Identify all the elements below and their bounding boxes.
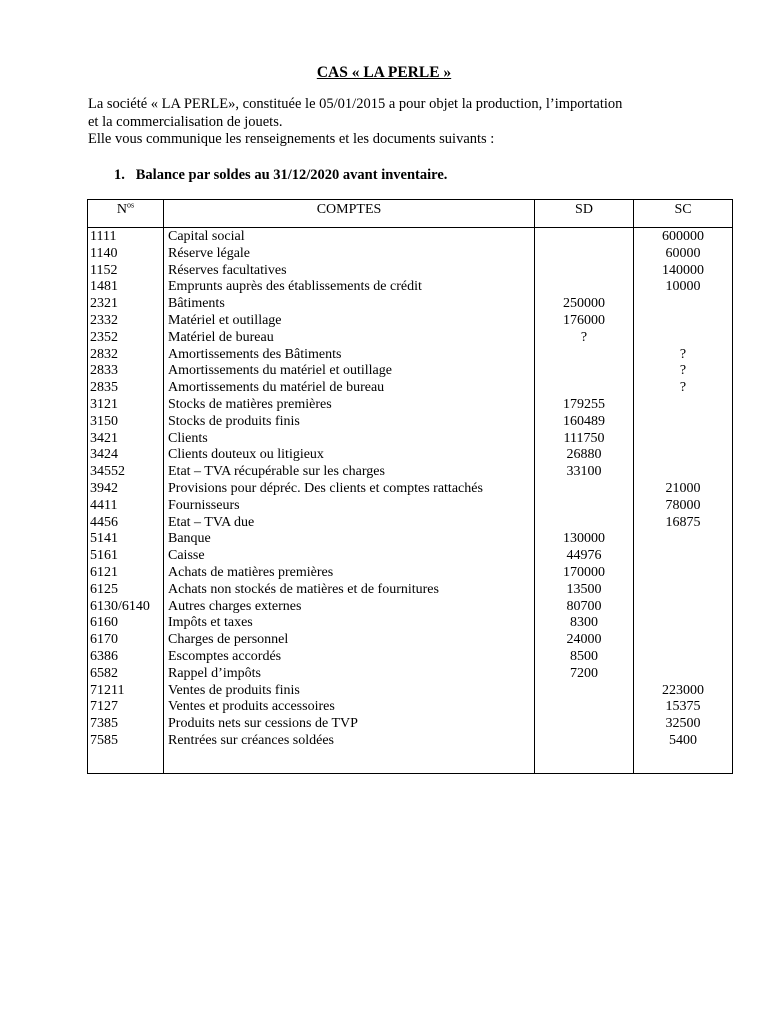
credit-balance xyxy=(634,632,732,649)
debit-balance: 33100 xyxy=(566,464,602,480)
debit-balance: 179255 xyxy=(563,396,605,412)
credit-balance: 223000 xyxy=(662,682,704,698)
account-name: Autres charges externes xyxy=(168,598,302,614)
credit-balance xyxy=(634,666,732,683)
credit-balance: 140000 xyxy=(662,262,704,278)
debit-balance xyxy=(535,481,633,498)
account-name: Etat – TVA récupérable sur les charges xyxy=(168,464,385,480)
header-comptes: COMPTES xyxy=(164,200,535,228)
account-name: Stocks de produits finis xyxy=(168,413,300,429)
account-name: Impôts et taxes xyxy=(168,615,253,631)
debit-balance: 44976 xyxy=(566,548,602,564)
credit-balance xyxy=(634,296,732,313)
credit-balance: 60000 xyxy=(665,245,701,261)
debit-balance xyxy=(535,229,633,246)
debit-balance: 7200 xyxy=(570,665,598,681)
section-title: Balance par soldes au 31/12/2020 avant inventaire. xyxy=(135,167,448,183)
account-name: Stocks de matières premières xyxy=(168,396,332,412)
account-number: 6121 xyxy=(90,564,118,580)
section-heading xyxy=(114,167,447,184)
account-number: 6582 xyxy=(90,665,118,681)
account-number: 1140 xyxy=(90,245,118,261)
account-number: 4411 xyxy=(90,497,118,513)
balance-table xyxy=(87,199,733,774)
account-name: Réserve légale xyxy=(168,245,251,261)
debit-balance: 111750 xyxy=(563,430,605,446)
account-name: Fournisseurs xyxy=(168,497,240,513)
debit-balance xyxy=(535,733,633,750)
debit-balance xyxy=(535,363,633,380)
account-name: Amortissements des Bâtiments xyxy=(168,346,342,362)
debit-balance xyxy=(535,498,633,515)
credit-balance xyxy=(634,565,732,582)
account-name: Réserves facultatives xyxy=(168,262,287,278)
credit-balance: 15375 xyxy=(665,699,701,715)
credit-balance xyxy=(634,649,732,666)
account-name: Rentrées sur créances soldées xyxy=(168,732,334,748)
account-number: 1481 xyxy=(90,279,118,295)
credit-balance: ? xyxy=(679,380,687,396)
account-number: 5161 xyxy=(90,548,118,564)
header-num-label: N xyxy=(116,202,127,217)
account-name: Escomptes accordés xyxy=(168,648,282,664)
account-number: 71211 xyxy=(90,682,125,698)
debit-balance: 80700 xyxy=(566,598,602,614)
debit-balance: 8500 xyxy=(570,648,598,664)
account-number: 3421 xyxy=(90,430,118,446)
account-name: Emprunts auprès des établissements de crédit xyxy=(168,279,422,295)
credit-balance xyxy=(634,464,732,481)
debit-balance: 13500 xyxy=(566,581,602,597)
credit-balance: ? xyxy=(679,363,687,379)
debit-balance xyxy=(535,279,633,296)
debit-balance xyxy=(535,515,633,532)
account-number: 4456 xyxy=(90,514,118,530)
debit-balance: 8300 xyxy=(570,615,598,631)
credit-balance xyxy=(634,447,732,464)
credit-balance xyxy=(634,615,732,632)
account-name: Produits nets sur cessions de TVP xyxy=(168,716,358,732)
account-name: Caisse xyxy=(168,548,205,564)
debit-balance xyxy=(535,699,633,716)
account-name: Provisions pour dépréc. Des clients et comptes rattachés xyxy=(168,480,483,496)
intro-line-1: La société « LA PERLE», constituée le 05/01/2015 a pour objet la production, l’importation xyxy=(88,96,623,112)
account-name: Etat – TVA due xyxy=(168,514,255,530)
debit-balance: 130000 xyxy=(563,531,605,547)
credit-balance xyxy=(634,313,732,330)
credit-balance: 78000 xyxy=(665,497,701,513)
credit-balance: 600000 xyxy=(662,229,704,244)
account-number: 1152 xyxy=(90,262,118,278)
credit-balance xyxy=(634,531,732,548)
account-number: 34552 xyxy=(90,464,125,480)
account-name: Ventes de produits finis xyxy=(168,682,300,698)
debit-balance: 24000 xyxy=(566,632,602,648)
account-number: 3424 xyxy=(90,447,118,463)
account-number: 2332 xyxy=(90,312,118,328)
account-name: Bâtiments xyxy=(168,296,225,312)
intro-line-3: Elle vous communique les renseignements et les documents suivants : xyxy=(88,131,495,147)
credit-balance xyxy=(634,431,732,448)
credit-balance: 32500 xyxy=(665,716,701,732)
account-name: Rappel d’impôts xyxy=(168,665,261,681)
debit-balance xyxy=(535,263,633,280)
account-name: Achats de matières premières xyxy=(168,564,334,580)
credit-balance xyxy=(634,397,732,414)
credit-balance xyxy=(634,548,732,565)
credit-balance: ? xyxy=(679,346,687,362)
account-number: 2833 xyxy=(90,363,118,379)
header-sd: SD xyxy=(535,200,634,228)
account-number: 2835 xyxy=(90,380,118,396)
account-number: 6170 xyxy=(90,632,118,648)
account-name: Clients xyxy=(168,430,208,446)
account-number: 7385 xyxy=(90,716,118,732)
debit-balance xyxy=(535,246,633,263)
credit-balance: 5400 xyxy=(669,732,697,748)
credit-balance: 10000 xyxy=(665,279,701,295)
account-name: Charges de personnel xyxy=(168,632,289,648)
debit-balance xyxy=(535,683,633,700)
debit-balance xyxy=(535,380,633,397)
account-number: 2321 xyxy=(90,296,118,312)
account-number: 5141 xyxy=(90,531,118,547)
credit-balance: 16875 xyxy=(665,514,701,530)
account-name: Achats non stockés de matières et de fournitures xyxy=(168,581,439,597)
debit-balance: 26880 xyxy=(566,447,602,463)
account-number: 6160 xyxy=(90,615,118,631)
credit-balance xyxy=(634,414,732,431)
credit-balance xyxy=(634,599,732,616)
document-title xyxy=(0,64,768,82)
debit-balance-column xyxy=(535,228,634,774)
account-number: 2352 xyxy=(90,329,118,345)
credit-balance xyxy=(634,330,732,347)
account-name: Banque xyxy=(168,531,211,547)
account-number: 3942 xyxy=(90,480,118,496)
account-name: Amortissements du matériel de bureau xyxy=(168,380,385,396)
debit-balance xyxy=(535,716,633,733)
table-body-row xyxy=(88,228,733,774)
account-name: Capital social xyxy=(168,229,245,244)
table-header-row xyxy=(88,200,733,228)
account-names-column xyxy=(164,228,535,774)
account-number: 1111 xyxy=(90,229,117,244)
credit-balance: 21000 xyxy=(665,480,701,496)
intro-paragraph xyxy=(88,96,688,149)
credit-balance xyxy=(634,582,732,599)
account-number: 7585 xyxy=(90,732,118,748)
account-number: 7127 xyxy=(90,699,118,715)
debit-balance: 250000 xyxy=(563,296,605,312)
account-name: Matériel et outillage xyxy=(168,312,282,328)
credit-balance-column xyxy=(634,228,733,774)
header-num-sup: os xyxy=(127,200,135,210)
intro-line-2: et la commercialisation de jouets. xyxy=(88,113,283,130)
account-number: 6386 xyxy=(90,648,118,664)
account-name: Ventes et produits accessoires xyxy=(168,699,335,715)
account-number: 6125 xyxy=(90,581,118,597)
debit-balance: ? xyxy=(580,329,588,345)
debit-balance: 176000 xyxy=(563,312,605,328)
account-numbers-column xyxy=(88,228,164,774)
debit-balance xyxy=(535,347,633,364)
account-number: 6130/6140 xyxy=(90,598,150,614)
account-name: Clients douteux ou litigieux xyxy=(168,447,324,463)
account-number: 3121 xyxy=(90,396,118,412)
account-number: 2832 xyxy=(90,346,118,362)
debit-balance: 170000 xyxy=(563,564,605,580)
debit-balance: 160489 xyxy=(563,413,605,429)
header-num xyxy=(88,200,164,228)
document-title-text: CAS « LA PERLE » xyxy=(316,64,452,81)
section-number: 1. xyxy=(114,167,125,183)
header-sc: SC xyxy=(634,200,733,228)
account-name: Matériel de bureau xyxy=(168,329,274,345)
account-name: Amortissements du matériel et outillage xyxy=(168,363,392,379)
account-number: 3150 xyxy=(90,413,118,429)
